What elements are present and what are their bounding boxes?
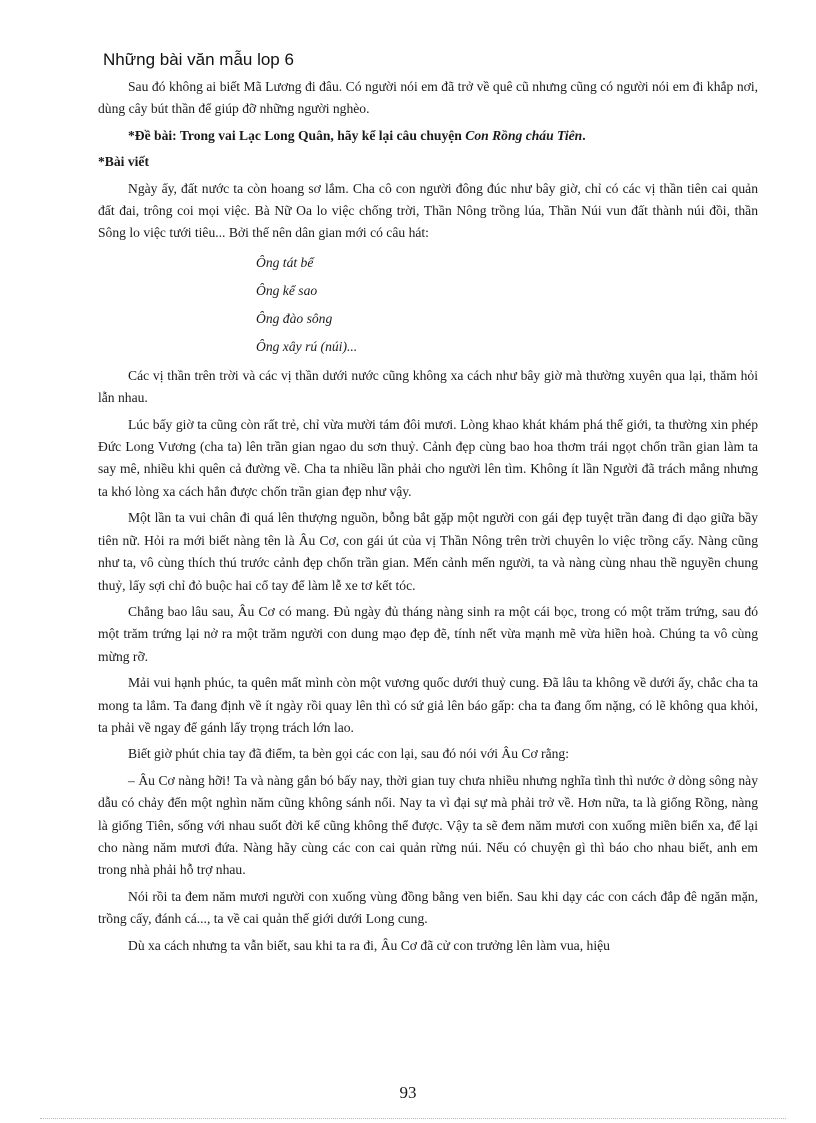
- poem-line: Ông tát bể: [256, 254, 314, 270]
- essay-subtopic: *Bài viết: [98, 154, 149, 170]
- paragraph-last: Dù xa cách nhưng ta vẫn biết, sau khi ta ra đi, Âu Cơ đã cử con trưởng lên làm vua, hiệu: [128, 937, 610, 953]
- paragraph-opening: Ngày ấy, đất nước ta còn hoang sơ lắm. Cha cô con người đông đúc như bây giờ, chỉ có các vị thần tiên cai quản đất đai, trông coi mọi việc. Bà Nữ Oa lo việc chống trời, Thần Nông trồng lúa, Thần Núi vun đất thành núi đồi, thần Sông lo việc tưới tiêu... Bởi thế nên dân gian mới có câu hát:: [98, 180, 758, 241]
- page-header: Những bài văn mẫu lop 6: [103, 50, 294, 69]
- poem-line: Ông kể sao: [256, 282, 318, 298]
- poem-line: Ông xây rú (núi)...: [256, 338, 358, 354]
- page-number: 93: [399, 1083, 417, 1102]
- topic-suffix: .: [582, 127, 586, 143]
- poem-line: Ông đào sông: [256, 310, 333, 326]
- paragraph: Các vị thần trên trời và các vị thần dưới nước cũng không xa cách như bây giờ mà thường xuyên qua lại, thăm hỏi lẫn nhau.: [98, 367, 758, 406]
- paragraph: Chẳng bao lâu sau, Âu Cơ có mang. Đủ ngày đủ tháng nàng sinh ra một cái bọc, trong có một trăm trứng, sau đó một trăm trứng lại nở ra một trăm người con dung mạo đẹp đẽ, tính nết vừa mạnh mẽ vừa hiền hoà. Chúng ta vô cùng mừng rỡ.: [98, 603, 758, 664]
- folk-poem: [256, 249, 758, 361]
- paragraph: Lúc bấy giờ ta cũng còn rất trẻ, chỉ vừa mười tám đôi mươi. Lòng khao khát khám phá thế giới, ta thường xin phép Đức Long Vương (cha ta) lên trần gian ngao du sơn thuỷ. Cảnh đẹp cùng bao hoa thơm trái ngọt chốn trần gian làm ta say mê, nhiều khi quên cả đường về. Cha ta nhiều lần phải cho người lên tìm. Không ít lần Người đã trách mắng nhưng ta khó lòng xa cách hẳn được chốn trần gian đẹp như vậy.: [98, 416, 758, 499]
- paragraph: Biết giờ phút chia tay đã điểm, ta bèn gọi các con lại, sau đó nói với Âu Cơ rằng:: [128, 746, 569, 762]
- paragraph: Nói rồi ta đem năm mươi người con xuống vùng đồng bằng ven biển. Sau khi dạy các con cách đắp đê ngăn mặn, trồng cấy, đánh cá..., ta về cai quản thế giới dưới Long cung.: [98, 888, 758, 927]
- document-body: [98, 76, 758, 961]
- paragraph: Một lần ta vui chân đi quá lên thượng nguồn, bỗng bắt gặp một người con gái đẹp tuyệt trần đang đi dạo giữa bầy tiên nữ. Hỏi ra mới biết nàng tên là Âu Cơ, con gái út của vị Thần Nông trên trời chuyên lo việc trồng cấy. Nàng cũng như ta, vô cùng thích thú trước cảnh đẹp chốn trần gian. Mến cảnh mến người, ta và nàng cùng nhau thề nguyền chung thuỷ, lấy sợi chỉ đỏ buộc hai cổ tay để làm lễ xe tơ kết tóc.: [98, 510, 758, 593]
- paragraph: Mải vui hạnh phúc, ta quên mất mình còn một vương quốc dưới thuỷ cung. Đã lâu ta không về dưới ấy, chắc cha ta mong ta lắm. Ta đang định về ít ngày rồi quay lên thì có sứ giả lên báo gấp: cha ta đang ốm nặng, có lẽ không qua khỏi, ta phải về ngay để gánh lấy trọng trách lớn lao.: [98, 675, 758, 735]
- topic-prefix: *Đề bài: Trong vai Lạc Long Quân, hãy kể lại câu chuyện: [128, 127, 466, 143]
- paragraph: – Âu Cơ nàng hỡi! Ta và nàng gắn bó bấy nay, thời gian tuy chưa nhiều nhưng nghĩa tình thì nước ở dòng sông này dẫu có chảy đến một nghìn năm cũng không sánh nổi. Nay ta vì đại sự mà phải trở về. Hơn nữa, ta là giống Rồng, nàng là giống Tiên, sống với nhau suốt đời kể cũng không thể được. Vậy ta sẽ đem năm mươi con xuống miền biển xa, để lại cho nàng năm mươi đứa. Nàng hãy cùng các con cai quản rừng núi. Nếu có chuyện gì thì báo cho nhau biết, anh em trong nhà phải hỗ trợ nhau.: [98, 772, 758, 878]
- footer-divider: [40, 1118, 786, 1119]
- intro-paragraph: Sau đó không ai biết Mã Lương đi đâu. Có người nói em đã trở về quê cũ nhưng cũng có người nói em đi khắp nơi, dùng cây bút thần để giúp đỡ những người nghèo.: [98, 79, 758, 117]
- topic-story-title: Con Rồng cháu Tiên: [465, 127, 583, 143]
- essay-topic: [98, 125, 758, 147]
